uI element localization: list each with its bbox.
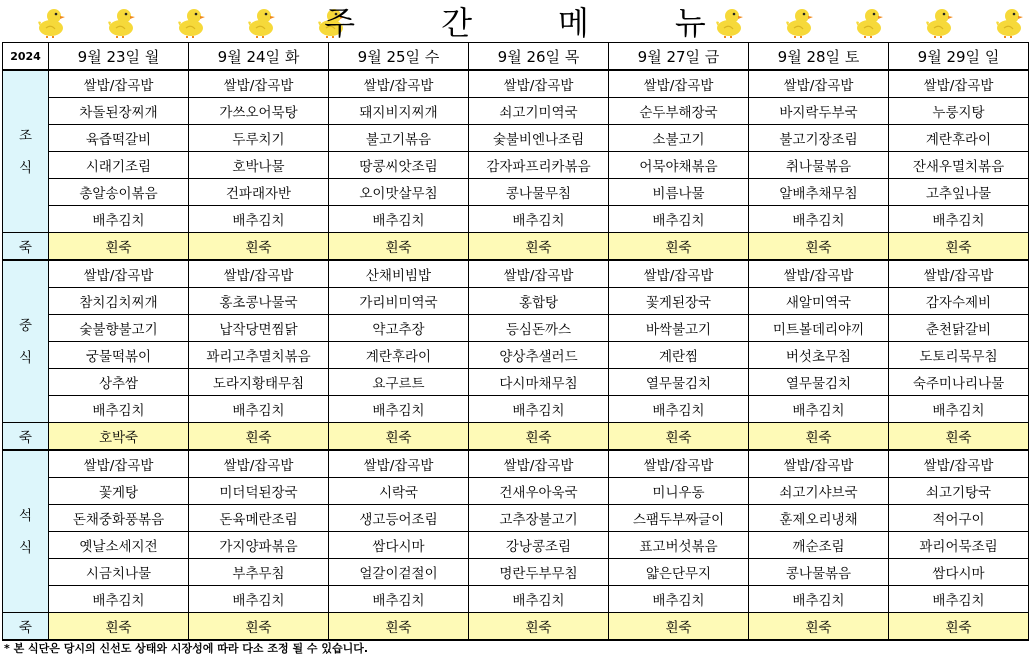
porridge-row (3, 233, 1029, 261)
porridge-item: 흰죽 (329, 233, 469, 261)
menu-item: 쌀밥/잡곡밥 (469, 450, 609, 478)
porridge-item: 흰죽 (469, 613, 609, 641)
menu-item: 미트볼데리야끼 (749, 315, 889, 342)
menu-item: 숯불비엔나조림 (469, 125, 609, 152)
menu-item: 배추김치 (469, 586, 609, 613)
meal-label-char: 식 (18, 349, 33, 366)
menu-body (3, 70, 1029, 640)
menu-item: 쌀밥/잡곡밥 (889, 70, 1029, 98)
menu-row (3, 396, 1029, 423)
menu-item: 요구르트 (329, 369, 469, 396)
menu-item: 미니우동 (609, 478, 749, 505)
menu-item: 배추김치 (609, 586, 749, 613)
menu-item: 미더덕된장국 (189, 478, 329, 505)
menu-item: 불고기볶음 (329, 125, 469, 152)
menu-item: 얇은단무지 (609, 559, 749, 586)
duck-row-right (712, 4, 1030, 38)
menu-item: 양상추샐러드 (469, 342, 609, 369)
duck-icon (712, 4, 746, 38)
porridge-item: 흰죽 (189, 233, 329, 261)
title-char: 뉴 (674, 4, 706, 42)
menu-row (3, 179, 1029, 206)
day-header: 9월 27일 금 (609, 43, 749, 71)
menu-item: 스팸두부짜글이 (609, 505, 749, 532)
menu-row (3, 125, 1029, 152)
menu-item: 배추김치 (329, 396, 469, 423)
day-header: 9월 23일 월 (49, 43, 189, 71)
menu-item: 옛날소세지전 (49, 532, 189, 559)
header-row (3, 43, 1029, 71)
menu-row (3, 342, 1029, 369)
menu-item: 쌀밥/잡곡밥 (329, 70, 469, 98)
menu-item: 쌀밥/잡곡밥 (749, 70, 889, 98)
menu-item: 배추김치 (889, 396, 1029, 423)
menu-item: 쌀밥/잡곡밥 (49, 260, 189, 288)
porridge-item: 흰죽 (749, 423, 889, 451)
menu-item: 깨순조림 (749, 532, 889, 559)
menu-item: 배추김치 (49, 396, 189, 423)
title-char: 간 (441, 4, 472, 42)
menu-item: 바싹불고기 (609, 315, 749, 342)
menu-item: 표고버섯볶음 (609, 532, 749, 559)
menu-item: 감자파프리카볶음 (469, 152, 609, 179)
menu-item: 배추김치 (889, 206, 1029, 233)
menu-item: 계란찜 (609, 342, 749, 369)
porridge-item: 흰죽 (469, 233, 609, 261)
porridge-label: 죽 (3, 423, 49, 451)
menu-item: 콩나물무침 (469, 179, 609, 206)
menu-item: 열무물김치 (609, 369, 749, 396)
menu-item: 육즙떡갈비 (49, 125, 189, 152)
menu-row (3, 288, 1029, 315)
menu-item: 꽈리고추멸치볶음 (189, 342, 329, 369)
menu-item: 배추김치 (189, 586, 329, 613)
duck-icon (244, 4, 278, 38)
duck-icon (782, 4, 816, 38)
menu-item: 쌈다시마 (329, 532, 469, 559)
menu-item: 배추김치 (889, 586, 1029, 613)
menu-item: 다시마채무침 (469, 369, 609, 396)
menu-item: 쌀밥/잡곡밥 (49, 70, 189, 98)
menu-row (3, 478, 1029, 505)
porridge-label: 죽 (3, 233, 49, 261)
year-cell: 2024 (3, 43, 49, 71)
menu-row (3, 369, 1029, 396)
menu-item: 계란후라이 (889, 125, 1029, 152)
menu-item: 배추김치 (49, 586, 189, 613)
porridge-item: 흰죽 (189, 613, 329, 641)
menu-item: 배추김치 (329, 586, 469, 613)
menu-item: 가리비미역국 (329, 288, 469, 315)
porridge-label: 죽 (3, 613, 49, 641)
menu-row (3, 70, 1029, 98)
duck-icon (174, 4, 208, 38)
meal-label (3, 450, 49, 613)
porridge-item: 흰죽 (609, 423, 749, 451)
menu-item: 배추김치 (609, 206, 749, 233)
menu-item: 차돌된장찌개 (49, 98, 189, 125)
menu-item: 어묵야채볶음 (609, 152, 749, 179)
menu-item: 총알송이볶음 (49, 179, 189, 206)
porridge-item: 흰죽 (749, 233, 889, 261)
menu-item: 배추김치 (749, 396, 889, 423)
day-header: 9월 26일 목 (469, 43, 609, 71)
menu-item: 쌀밥/잡곡밥 (469, 70, 609, 98)
menu-item: 홍초콩나물국 (189, 288, 329, 315)
menu-item: 돈채중화풍볶음 (49, 505, 189, 532)
day-header: 9월 25일 수 (329, 43, 469, 71)
menu-item: 강낭콩조림 (469, 532, 609, 559)
menu-item: 땅콩씨앗조림 (329, 152, 469, 179)
duck-icon (922, 4, 956, 38)
title-bar (0, 0, 1030, 42)
menu-row (3, 315, 1029, 342)
menu-item: 쌀밥/잡곡밥 (889, 450, 1029, 478)
menu-item: 배추김치 (189, 396, 329, 423)
menu-item: 배추김치 (49, 206, 189, 233)
menu-item: 쌀밥/잡곡밥 (749, 450, 889, 478)
porridge-item: 흰죽 (49, 233, 189, 261)
duck-row-left (34, 4, 384, 38)
menu-item: 적어구이 (889, 505, 1029, 532)
menu-item: 배추김치 (609, 396, 749, 423)
menu-item: 약고추장 (329, 315, 469, 342)
menu-item: 꽃게탕 (49, 478, 189, 505)
menu-item: 잔새우멸치볶음 (889, 152, 1029, 179)
menu-item: 취나물볶음 (749, 152, 889, 179)
menu-item: 감자수제비 (889, 288, 1029, 315)
meal-label (3, 260, 49, 423)
menu-item: 명란두부무침 (469, 559, 609, 586)
porridge-item: 흰죽 (469, 423, 609, 451)
meal-label-char: 석 (18, 507, 33, 524)
porridge-item: 호박죽 (49, 423, 189, 451)
menu-item: 계란후라이 (329, 342, 469, 369)
menu-item: 고추장불고기 (469, 505, 609, 532)
menu-item: 납작당면찜닭 (189, 315, 329, 342)
porridge-row (3, 613, 1029, 641)
footnote: * 본 식단은 당시의 신선도 상태와 시장성에 따라 다소 조정 될 수 있습니다. (4, 642, 369, 655)
menu-item: 도라지황태무침 (189, 369, 329, 396)
menu-item: 새알미역국 (749, 288, 889, 315)
menu-item: 홍합탕 (469, 288, 609, 315)
porridge-item: 흰죽 (609, 233, 749, 261)
menu-item: 쇠고기탕국 (889, 478, 1029, 505)
menu-item: 쌀밥/잡곡밥 (469, 260, 609, 288)
menu-row (3, 260, 1029, 288)
menu-item: 쌀밥/잡곡밥 (189, 260, 329, 288)
title-char: 주 (324, 4, 356, 42)
porridge-item: 흰죽 (189, 423, 329, 451)
duck-icon (314, 4, 348, 38)
menu-item: 꽃게된장국 (609, 288, 749, 315)
menu-item: 시래기조림 (49, 152, 189, 179)
menu-item: 배추김치 (749, 206, 889, 233)
duck-icon (992, 4, 1026, 38)
meal-label-char: 식 (18, 159, 33, 176)
menu-row (3, 152, 1029, 179)
menu-item: 배추김치 (469, 396, 609, 423)
menu-item: 훈제오리냉채 (749, 505, 889, 532)
menu-item: 쌀밥/잡곡밥 (329, 450, 469, 478)
menu-row (3, 586, 1029, 613)
duck-icon (34, 4, 68, 38)
porridge-row (3, 423, 1029, 451)
menu-item: 배추김치 (749, 586, 889, 613)
menu-item: 누룽지탕 (889, 98, 1029, 125)
menu-item: 배추김치 (189, 206, 329, 233)
day-header: 9월 29일 일 (889, 43, 1029, 71)
duck-icon (104, 4, 138, 38)
menu-item: 숙주미나리나물 (889, 369, 1029, 396)
weekly-menu-table (2, 42, 1029, 641)
menu-item: 쇠고기미역국 (469, 98, 609, 125)
menu-row (3, 206, 1029, 233)
menu-item: 알배추채무침 (749, 179, 889, 206)
porridge-item: 흰죽 (749, 613, 889, 641)
menu-item: 등심돈까스 (469, 315, 609, 342)
menu-item: 쌀밥/잡곡밥 (189, 450, 329, 478)
porridge-item: 흰죽 (889, 613, 1029, 641)
menu-item: 건새우아욱국 (469, 478, 609, 505)
menu-item: 건파래자반 (189, 179, 329, 206)
porridge-item: 흰죽 (329, 423, 469, 451)
menu-item: 쌀밥/잡곡밥 (49, 450, 189, 478)
menu-item: 불고기장조림 (749, 125, 889, 152)
title-char: 메 (558, 4, 589, 42)
menu-item: 상추쌈 (49, 369, 189, 396)
meal-label-char: 중 (18, 317, 33, 334)
porridge-item: 흰죽 (889, 423, 1029, 451)
menu-row (3, 532, 1029, 559)
menu-item: 쌀밥/잡곡밥 (749, 260, 889, 288)
menu-item: 열무물김치 (749, 369, 889, 396)
meal-label-char: 식 (18, 539, 33, 556)
menu-item: 꽈리어묵조림 (889, 532, 1029, 559)
menu-item: 쌀밥/잡곡밥 (609, 260, 749, 288)
menu-item: 순두부해장국 (609, 98, 749, 125)
porridge-item: 흰죽 (329, 613, 469, 641)
menu-item: 돈육메란조림 (189, 505, 329, 532)
menu-item: 콩나물볶음 (749, 559, 889, 586)
menu-item: 춘천닭갈비 (889, 315, 1029, 342)
day-header: 9월 28일 토 (749, 43, 889, 71)
porridge-item: 흰죽 (49, 613, 189, 641)
menu-row (3, 98, 1029, 125)
menu-row (3, 450, 1029, 478)
menu-item: 쌈다시마 (889, 559, 1029, 586)
menu-item: 바지락두부국 (749, 98, 889, 125)
menu-row (3, 505, 1029, 532)
menu-item: 가지양파볶음 (189, 532, 329, 559)
menu-item: 소불고기 (609, 125, 749, 152)
menu-item: 시락국 (329, 478, 469, 505)
menu-item: 궁물떡볶이 (49, 342, 189, 369)
day-header: 9월 24일 화 (189, 43, 329, 71)
menu-item: 시금치나물 (49, 559, 189, 586)
menu-item: 부추무침 (189, 559, 329, 586)
menu-item: 생고등어조림 (329, 505, 469, 532)
menu-item: 오이맛살무침 (329, 179, 469, 206)
menu-item: 산채비빔밥 (329, 260, 469, 288)
menu-item: 비름나물 (609, 179, 749, 206)
menu-item: 쌀밥/잡곡밥 (889, 260, 1029, 288)
menu-item: 참치김치찌개 (49, 288, 189, 315)
meal-label-char: 조 (18, 127, 33, 144)
menu-item: 두루치기 (189, 125, 329, 152)
menu-item: 배추김치 (469, 206, 609, 233)
menu-item: 쌀밥/잡곡밥 (189, 70, 329, 98)
menu-item: 고추잎나물 (889, 179, 1029, 206)
menu-item: 쌀밥/잡곡밥 (609, 450, 749, 478)
menu-item: 배추김치 (329, 206, 469, 233)
menu-item: 쇠고기샤브국 (749, 478, 889, 505)
menu-item: 가쓰오어묵탕 (189, 98, 329, 125)
menu-item: 얼갈이겉절이 (329, 559, 469, 586)
menu-row (3, 559, 1029, 586)
menu-item: 숯불향불고기 (49, 315, 189, 342)
porridge-item: 흰죽 (889, 233, 1029, 261)
porridge-item: 흰죽 (609, 613, 749, 641)
meal-label (3, 70, 49, 233)
menu-item: 호박나물 (189, 152, 329, 179)
duck-icon (852, 4, 886, 38)
menu-item: 돼지비지찌개 (329, 98, 469, 125)
menu-item: 도토리묵무침 (889, 342, 1029, 369)
menu-item: 버섯초무침 (749, 342, 889, 369)
menu-item: 쌀밥/잡곡밥 (609, 70, 749, 98)
